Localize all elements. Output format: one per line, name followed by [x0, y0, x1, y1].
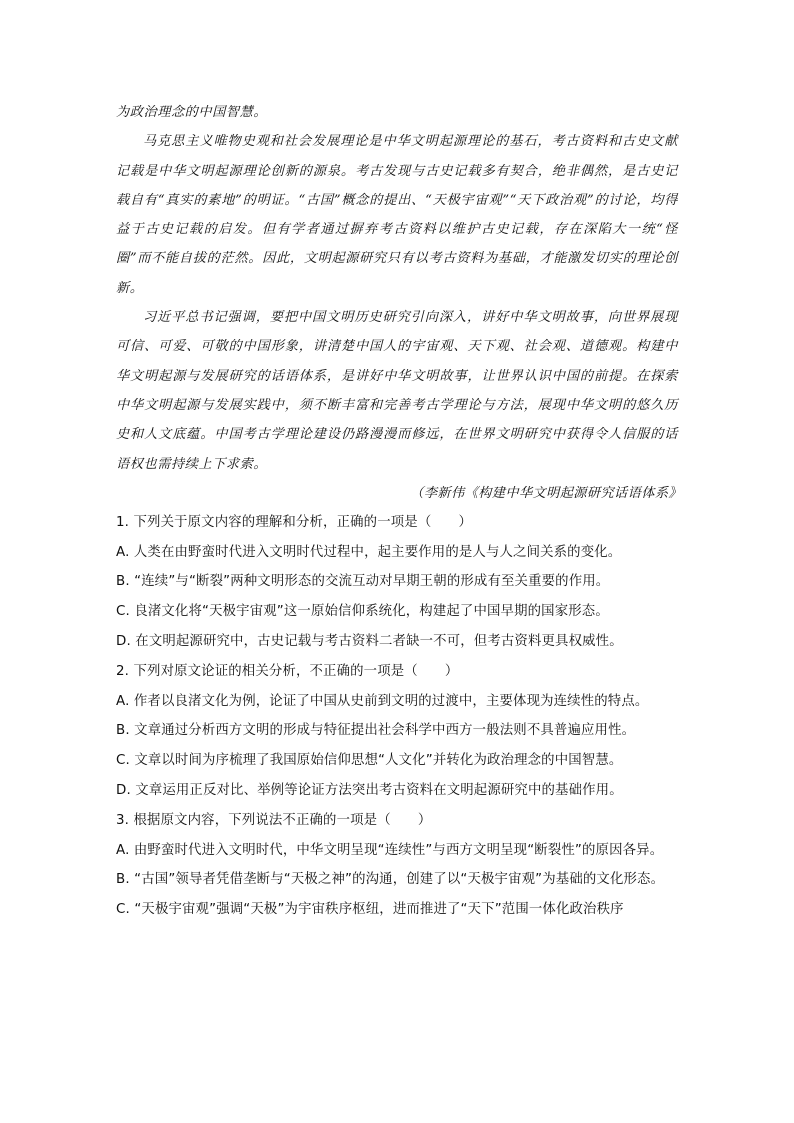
option-a: A. 人类在由野蛮时代进入文明时代过程中，起主要作用的是人与人之间关系的变化。	[116, 544, 622, 560]
option-b: B. “连续”与“断裂”两种文明形态的交流互动对早期王朝的形成有至关重要的作用。	[116, 574, 610, 590]
page-content	[116, 98, 682, 925]
option-c: C. “天极宇宙观”强调“天极”为宇宙秩序枢纽，进而推进了“天下”范围一体化政治秩序	[116, 902, 624, 918]
option-a: A. 由野蛮时代进入文明时代，中华文明呈现“连续性”与西方文明呈现“断裂性”的原因各异。	[116, 842, 664, 858]
option-c: C. 文章以时间为序梳理了我国原始信仰思想“人文化”并转化为政治理念的中国智慧。	[116, 753, 623, 769]
passage-paragraph: 马克思主义唯物史观和社会发展理论是中华文明起源理论的基石，考古资料和古史文献记载是中华文明起源理论创新的源泉。考古发现与古史记载多有契合，绝非偶然，是古史记载自有“真实的素地”的明证。“古国”概念的提出、“天极宇宙观”“天下政治观”的讨论，均得益于古史记载的启发。但有学者通过摒弃考古资料以维护古史记载，存在深陷大一统“怪圈”而不能自拔的茫然。因此，文明起源研究只有以考古资料为基础，才能激发切实的理论创新。	[116, 134, 678, 296]
option-c: C. 良渚文化将“天极宇宙观”这一原始信仰系统化，构建起了中国早期的国家形态。	[116, 604, 609, 620]
option-a: A. 作者以良渚文化为例，论证了中国从史前到文明的过渡中，主要体现为连续性的特点。	[116, 693, 649, 709]
option-b: B. 文章通过分析西方文明的形成与特征提出社会科学中西方一般法则不具普遍应用性。	[116, 723, 636, 739]
question-stem: 2. 下列对原文论证的相关分析，不正确的一项是（ ）	[116, 663, 459, 679]
question-stem: 1. 下列关于原文内容的理解和分析，正确的一项是（ ）	[116, 514, 472, 530]
question-3	[116, 806, 678, 925]
option-b: B. “古国”领导者凭借垄断与“天极之神”的沟通，创建了以“天极宇宙观”为基础的文化形态。	[116, 872, 665, 888]
option-d: D. 文章运用正反对比、举例等论证方法突出考古资料在文明起源研究中的基础作用。	[116, 783, 623, 799]
passage-paragraph: 习近平总书记强调，要把中国文明历史研究引向深入，讲好中华文明故事，向世界展现可信、可爱、可敬的中国形象，讲清楚中国人的宇宙观、天下观、社会观、道德观。构建中华文明起源与发展研究的话语体系，是讲好中华文明故事，让世界认识中国的前提。在探索中华文明起源与发展实践中，须不断丰富和完善考古学理论与方法，展现中华文明的悠久历史和人文底蕴。中国考古学理论建设仍路漫漫而修远，在世界文明研究中获得令人信服的话语权也需持续上下求索。	[116, 310, 678, 472]
passage-continuation: 为政治理念的中国智慧。	[116, 105, 268, 120]
question-2	[116, 657, 678, 806]
question-stem: 3. 根据原文内容，下列说法不正确的一项是（ ）	[116, 812, 432, 828]
option-d: D. 在文明起源研究中，古史记载与考古资料二者缺一不可，但考古资料更具权威性。	[116, 634, 623, 650]
question-1	[116, 508, 678, 657]
passage-source: （李新伟《构建中华文明起源研究话语体系》	[410, 485, 682, 501]
